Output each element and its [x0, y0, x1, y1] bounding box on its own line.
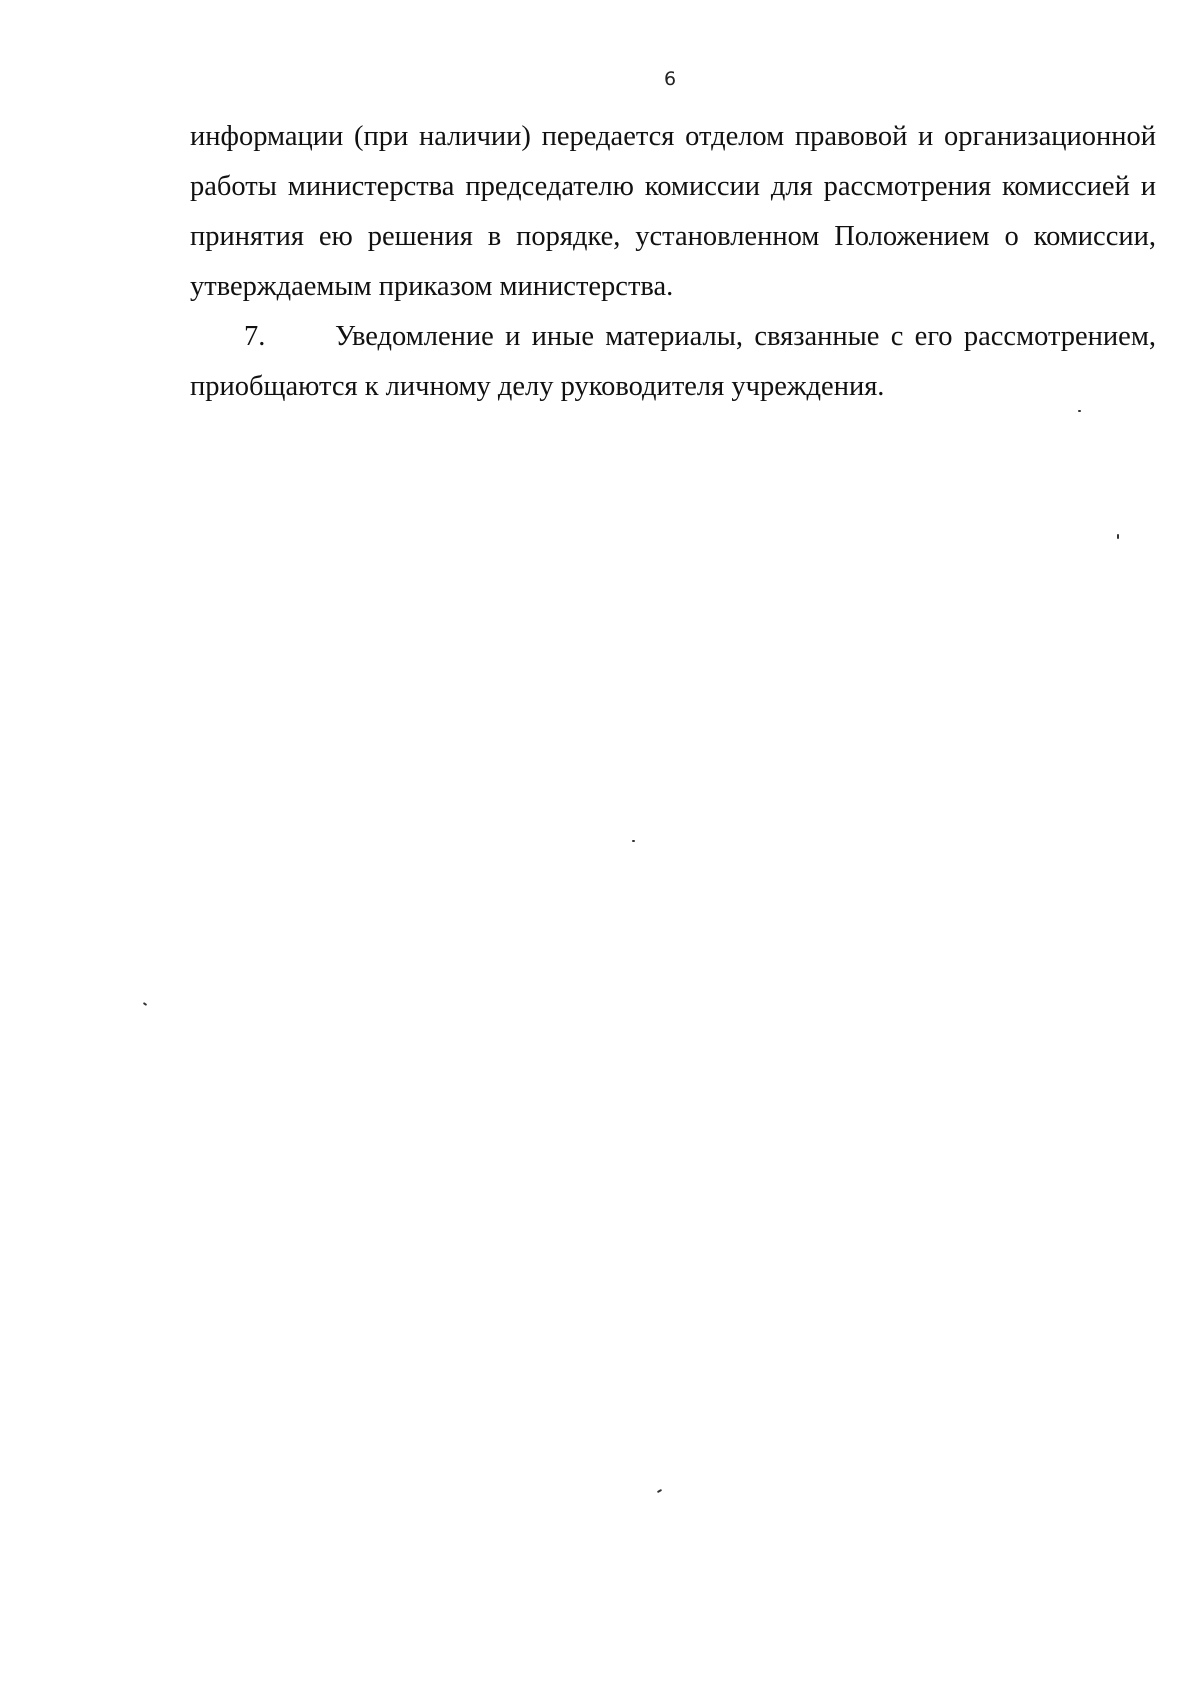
scan-speck: [657, 1489, 662, 1493]
scan-speck: [143, 1002, 147, 1006]
scan-speck: [1078, 410, 1081, 412]
scan-speck: [632, 840, 635, 842]
scan-speck: [1117, 534, 1119, 539]
item-text: Уведомление и иные материалы, связанные с его рассмотрением, приобщаются к личному делу руководителя учреждения.: [190, 321, 1156, 402]
document-body: [190, 112, 1156, 412]
paragraph-item-7: [190, 312, 1156, 412]
page-number: 6: [663, 68, 677, 90]
paragraph-continuation: информации (при наличии) передается отделом правовой и организационной работы министерства председателю комиссии для рассмотрения комиссией и принятия ею решения в порядке, установленном Положением о комиссии, утверждаемым приказом министерства.: [190, 121, 1156, 302]
item-number: 7.: [244, 321, 266, 352]
